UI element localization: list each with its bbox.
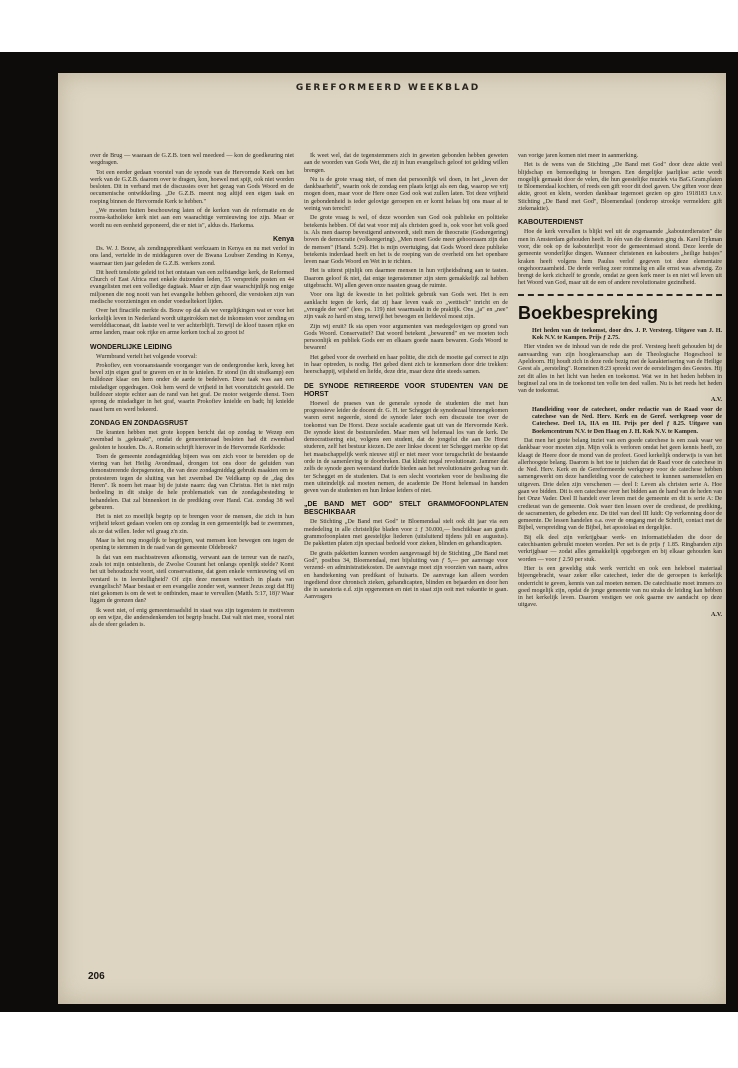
book-title: Het heden van de toekomst, door drs. J. P. Versteeg. Uitgave van J. H. Kok N.V. te Kampen. Prijs ƒ 2.75.: [532, 327, 722, 342]
magazine-page: [58, 73, 726, 1004]
column-3: [518, 153, 722, 621]
paragraph: De kranten hebben met grote koppen bericht dat op zondag te Wezep een zwembad is „gekraakt", omdat de gemeenteraad besloten had dit zwembad gesloten te houden. Ds. A. Romein schrijft hierover in de Hervormde Kerkbode:: [90, 429, 294, 451]
paragraph: Hier is een geweldig stuk werk verricht en ook een heleboel materiaal bijeengebracht, waar zeker elke catecheet, ieder die de geroepen is kerkelijk onderricht te geven, kennis van zal moeten nemen. De catechisatie moet immers zo goed mogelijk zijn, opdat de jonge gemeente van nu straks de leiding kan hebben in het kerkelijk leven. Daarom vestigen we ook gaarne uw aandacht op deze uitgave.: [518, 565, 722, 609]
paragraph: De Stichting „De Band met God" te Bloemendaal stelt ook dit jaar via een mededeling in alle christelijke bladen voor ± ƒ 30.000,— beschikbaar aan gratis grammofoonplaten met geestelijke liederen (uitsluitend tijdens juli en augustus). De pakketten platen zijn speciaal bedoeld voor zieken, blinden en gehandicapten.: [304, 519, 508, 548]
column-1: [90, 153, 294, 632]
heading-band-met-god: „DE BAND MET GOD" STELT GRAMMOFOONPLATEN BESCHIKBAAR: [304, 501, 508, 517]
paragraph: Het is de wens van de Stichting „De Band met God" door deze aktie veel blijdschap en bemoediging te brengen. Een dergelijke jaarlijkse actie wordt mogelijk gemaakt door de velen, die hun geestelijke muziek via BaG.Gram.platen te Bloemendaal kochten, of reeds een gift voor dit doel gaven. Uw giften voor deze aktie, groot en klein, worden dankbaar tegemoet gezien op giro 1918183 t.n.v. Stichting „De Band met God", Bloemendaal (onderop strookje vermelden: gift ziekenaktie).: [518, 162, 722, 213]
paragraph: Het is niet zo moeilijk begrip op te brengen voor de mensen, die zich in hun vrijheid tekort gedaan voelen om op zondag in een gemeentelijk bad te zwemmen, als ze dat willen. Ieder wil graag z'n zin.: [90, 514, 294, 535]
heading-synode-de-horst: DE SYNODE RETIREERDE VOOR STUDENTEN VAN DE HORST: [304, 382, 508, 398]
paragraph: Maar is het nog mogelijk te begrijpen, wat mensen kon bewegen om tegen de opening te stemmen in de raad van de gemeente Oldebroek?: [90, 538, 294, 552]
book-entry-2: [518, 407, 722, 436]
paragraph: van vorige jaren komen niet meer in aanmerking.: [518, 153, 639, 159]
paragraph: Dit heeft tenslotte geleid tot het ontstaan van een zelfstandige kerk, de Reformed Church of East Africa met enkele duizenden leden, 55 verspreide posten en 44 evangelisten met een volledige dagtaak. Maar er zijn daar waarschijnlijk nog enige miljoenen die nog nooit van het evangelie hebben gehoord, die verstoken zijn van medische voorzieningen en onder voedseltekort lijden.: [90, 269, 294, 306]
paragraph: over de Brug — waaraan de G.Z.B. toen wel meedeed — kon de goedkeuring niet wegdragen.: [90, 153, 294, 167]
paragraph: Hier vinden we de inhoud van de rede die prof. Versteeg heeft gehouden bij de aanvaarding van zijn hoogleraarschap aan de Theologische Hogeschool te Apeldoorn. Hij houdt zich in deze rede bezig met de karakterisering van de Heilige Geest als „eersteling". Romeinen 8:23 spreekt over de eerstelingen des Geestes. Hij zet dit alles in het licht van heden en toekomst. Wat we in het heden hebben in beginsel zal ons in de toekomst ten volle ten deel vallen. Nu is het reeds het heden van de toekomst.: [518, 344, 722, 395]
paragraph: Toen de gemeente zondagmiddag bijeen was om zich voor te bereiden op de viering van het Heilig Avondmaal, drongen tot ons door de geluiden van demonstrerende dorpsgenoten, die van deze zondagmiddag gebruik maakten om te protesteren tegen de sluiting van het zwembad De Veldkamp op de „dag des Heren". Ik noem het maar bij de juiste naam: dag van Christus. Het is niet mijn bedoeling in dit stukje de hele problematiek van de zondagsbesteding te behandelen. Dat zal binnenkort in de prediking over Hand. Cat. zondag 38 wel gebeuren.: [90, 453, 294, 511]
book-title: Handleiding voor de catecheet, onder redactie van de Raad voor de catechese van de Ned. Herv. Kerk en de Geref. werkgroep voor de Catechese. Deel IA, IIA en III. Prijs per deel ƒ 8.25. Uitgave van Boekencentrum N.V. te Den Haag en J. H. Kok N.V. te Kampen.: [532, 406, 722, 435]
paragraph: Is dat van een machtsstreven afkomstig, verwant aan de terreur van de nazi's, zoals tot mijn ontsteltenis, de Zwolse Courant het onlangs openlijk stelde? Komt het uit behoudzucht voort, steil conservatisme, dat geen enkele vernieuwing wil en verstard is in leerstelligheid? Of zijn deze mensen wettisch in plaats van evangelisch? Maar bestaat er een evangelie zonder wet, wanneer Jezus zegt dat Hij niet gekomen is om de wet te ontbinden, maar te vervullen (Matth. 5:17, 18)? Waar liggen de grenzen dan?: [90, 554, 294, 605]
heading-kabouterdienst: KABOUTERDIENST: [518, 219, 584, 227]
paragraph: Bij elk deel zijn verkrijgbaar werk- en informatiebladen die door de catechisanten gebruikt moeten worden. Per set is de prijs ƒ 1.85. Ringbanden zijn verkrijgbaar — zodat alles gemakkelijk opgeborgen en bij elkaar gehouden kan worden — voor ƒ 2.50 per stuk.: [518, 534, 722, 563]
paragraph: Het gebed voor de overheid en haar politie, die zich de moeite gaf correct te zijn in haar optreden, is nodig. Het gebed dient zich te kenmerken door drie trekken: heerschappij, wijsheid en liefde, deze drie, maar deze drie steeds samen.: [304, 354, 508, 376]
paragraph: Ik weet niet, of enig gemeenteraadslid in staat was zijn tegenstem te motiveren op een wijze, die andersdenkenden tot begrip bracht. Dat valt niet mee, vooral niet als de sfeer geladen is.: [90, 607, 294, 629]
heading-zondag-en-zondagsrust: ZONDAG EN ZONDAGSRUST: [90, 419, 188, 427]
paragraph: Tot een eerder gedaan voorstel van de synode van de Hervormde Kerk om het werk van de G.Z.B. daarom over te dragen, kon, hoewel met spijt, ook niet worden besloten. Dit in verband met de discussies over het gezag van Gods Woord en de oecumenische ontwikkeling. „De G.Z.B. meent nog altijd een eigen taak en roeping binnen de Hervormde Kerk te hebben.": [90, 169, 294, 205]
paragraph: Voor ons ligt de kwestie in het politiek gebruik van Gods wet. Het is een aanklacht tegen de kerk, dat zij haar leven vaak zo „wettisch" inricht en de „vreugde der wet" (lees ps. 119) niet waarmaakt in de praktijk. Ons „ja" en „nee" zijn vaak zo hard en stug, terwijl het bewogen en liefdevol moest zijn.: [304, 292, 508, 321]
paragraph: Het is uiterst pijnlijk om daarmee mensen in hun vrijheidsdrang aan te tasten. Daarom geloof ik niet, dat enige tegenstemmer zijn stem gemakkelijk zal hebben uitgebracht. Wij allen geven onze naasten graag de ruimte.: [304, 268, 508, 290]
running-head: GEREFORMEERD WEEKBLAD: [295, 83, 481, 93]
author-signature: A.V.: [710, 397, 722, 404]
section-divider: [518, 294, 722, 296]
paragraph: „We moeten buiten beschouwing laten of de kerken van de reformatie en de rooms-katholieke kerk niet aan een waarachtige vernieuwing toe zijn. Maar er wordt nu een eenheid geponeerd, die er niet is", aldus ds. Harkema.: [90, 208, 294, 229]
author-signature: A.V.: [710, 611, 722, 618]
paragraph: Over het finaciële merkte ds. Bouw op dat als we vergelijkingen wat er voor het kerkelijk leven in Nederland wordt uitgetrokken met de inkomsten voor zending en werelddiaconaat, dit laatste veel te ver achterblijft. Terwijl de kloof tussen rijke en arme landen, maar ook rijke en arme kerken toch al zo groot is!: [90, 308, 294, 337]
paragraph: De gratis pakketten kunnen worden aangevraagd bij de Stichting „De Band met God", postbus 34, Bloemendaal, met bijsluiting van ƒ 5,— per aanvrage voor verzend- en administratiekosten. De aanvrage moet zijn voorzien van naam, adres en handtekening van predikant of huisarts. De aanvrage kan alleen worden ingediend door chronisch zieken, gehandicapten, blinden en bejaarden en door hen die in sanatoria e.d. zijn opgenomen en niet in staat zijn ooit met vakantie te gaan. Aanvragers: [304, 550, 508, 601]
paragraph: Wurmbrand vertelt het volgende voorval:: [96, 353, 197, 360]
paragraph: Zijn wij eruit? Ik sta open voor argumenten van medegelovigen op grond van Gods Woord. Conservatief? Dat woord betekent „bewarend" en we moeten toch persoonlijk en publiek Gods eer en elkaars goede naam bewaren. Gods Woord te bewaren!: [304, 323, 508, 352]
paragraph: Ik weet wel, dat de tegenstemmers zich in geweten gebonden hebben geweten aan de woorden van Gods Wet, die zij in hun evangelisch geloof tot gelding willen brengen.: [304, 153, 508, 174]
paragraph: Prokofiev, een vooraanstaande voorganger van de ondergrondse kerk, kreeg het bevel zijn eigen graf te graven en er in te knielen. Er stond (in dit strafkamp) een bulldozer klaar om hem onder de aarde te bedelven. Deze taak was aan een misdadiger opgedragen. Ook hem werd de vrijheid in het vooruitzicht gesteld. De bulldozer stopte echter aan de rand van het graf. De motor weigerde dienst. Toen sprong de misdadiger in het graf, waarin Prokofiev knielde en badt; hij knielde naast hem en werd bekeerd.: [90, 362, 294, 413]
subheading-kenya: Kenya: [272, 235, 294, 243]
page-number: 206: [88, 971, 105, 982]
paragraph: De grote vraag is wel, of deze woorden van God ook publieke en politieke betekenis hebben. Of dat wat voor mij als christen goed is, ook voor het volk goed is. Als men daarop bevestigend antwoordt, stelt men de theocratie (Godsregering) boven de democratie (volksregering). „Men moet Gode meer gehoorzaam zijn dan de mensen" (Hand. 5:29). Het is mijn overtuiging, dat Gods Woord deze publieke betekenis inderdaad heeft en het is de roeping van de overheid om het openbare leven naar Gods Woord en Wet in te richten.: [304, 215, 508, 266]
paragraph: Ds. W. J. Bouw, als zendingspredikant werkzaam in Kenya en nu met verlof in ons land, vertelde in de middaguren over de Bwana Loubser Zending in Kenya, waarnaar tien jaar geleden de G.Z.B. werkers zond.: [90, 245, 294, 267]
heading-wonderlijke-leiding: WONDERLIJKE LEIDING: [90, 343, 173, 351]
scan-top-margin: [0, 0, 738, 52]
column-2: [304, 153, 508, 604]
section-title-boekbespreking: Boekbespreking: [518, 302, 659, 323]
paragraph: Hoewel de praeses van de generale synode de studenten die met hun progressieve leider de docent dr. G. H. ter Schegget de synodezaal binnengekomen waren eerst negeerde, stond de synode later toch een discussie toe over de toekomst van De Horst. Deze sociale academie gaat uit van de Hervormde Kerk. De synode kiest de bestuursleden. Maar men wil helemaal los van de kerk. De democratisering eist, volgens een student, dat de jongelui die aan De Horst studeren, zelf het bestuur kiezen. De zeer linkse docent ter Schegget merkte op dat het maatschappelijk werk nieuwe stijl er niet meer voor terugschrikt de bestaande orde in de samenleving te doorbreken. Dat klinkt nogal revolutionair. Jammer dat zelfs de synode geen weerstand durfde bieden aan het revolutionaire gedrag van dr. ter Schegget en de studenten. Dat is een slecht voorteken voor de beslissing die men uiteindelijk zal moeten nemen, de academie De Horst helemaal in handen geven van de studenten en hun linkse leiders of niet.: [304, 400, 508, 495]
book-entry-1: [518, 328, 722, 343]
paragraph: Hoe de kerk vervallen is blijkt wel uit de zogenaamde „kabouterdiensten" die men in Amsterdam gehouden heeft. In één van die diensten ging ds. Karel Eykman voor, die ook op de kabouterlijst voor de gemeenteraad stond. Deze leerde de gemeente wonderlijke dingen. Wanneer christenen en kabouters „heilige huisjes" kraken heeft volgens hem Paulus verlof gegeven tot deze elementaire ongehoorzaamheid. De derde verlieg zeer rommelig en alle ernst was afwezig. Zo brengt de kerk zichzelf te gronde, omdat ze geen kerk meer is en niet wil leven uit het Woord van God, maar uit de een of andere revolutionaire gezindheid.: [518, 229, 722, 287]
paragraph: Dat men het grote belang inziet van een goede catechese is een zaak waar we dankbaar voor moeten zijn. Mijn volk is verloren omdat het geen kennis heeft, zo klaagt de Heere door de mond van de profeet. Goed kerkelijk onderwijs is van het allerhoogste belang. Daarom is het toe te juichen dat de Raad voor de catechese in de Ned. Herv. Kerk en de Gereformeerde werkgroep voor de catechese hebben samengewerkt om deze handleiding voor de catecheet te kunnen samenstellen en uitgeven. Drie delen zijn verschenen — deel I: Leven als christen serie A. Hoe gaan we bidden. Dit is een catechese over het bidden aan de hand van de heden van het Onze Vader. Deel II handelt over leven met de gemeente en dit is serie A: De credieust van de gemeente. Ook waer tien lessen over de credieust, de prediking, de sacramenten, de gebeden enz. De titel van deel III luidt: Op verkenning door de gemeente. De lessen handelen o.a. over de omgang met de Schrift, contact met de Bijbel, verspreiding van de Bijbel, het apostolaat en dergelijke.: [518, 437, 722, 532]
paragraph: Nu is de grote vraag niet, of men dat persoonlijk wil doen, in het „leven der dankbaarheid", waarin ook de zondag een plaats krijgt als een dag, waarop we vrij mogen doen, maar voor de Here onze God ook wat zullen laten. Tot deze vrijheid in gebondenheid is ieder gelovige geroepen en er komt helaas bij ons maar al te weinig van terecht!: [304, 176, 508, 213]
